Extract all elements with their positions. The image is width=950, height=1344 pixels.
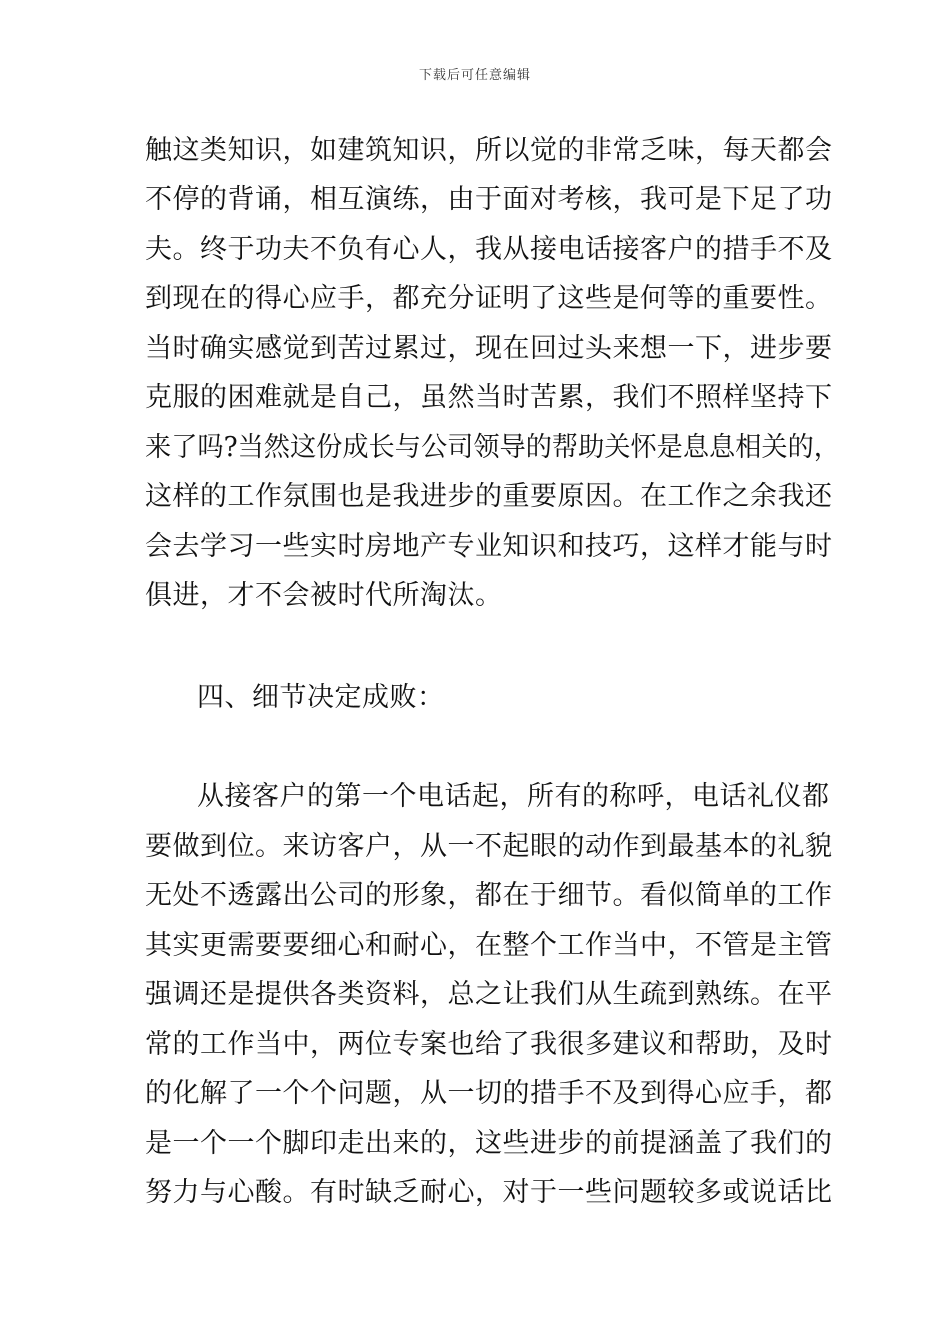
text-line: 来了吗?当然这份成长与公司领导的帮助关怀是息息相关的， <box>145 432 840 463</box>
text-line: 不停的背诵，相互演练，由于面对考核，我可是下足了功 <box>145 184 833 215</box>
text-line: 其实更需要要细心和耐心，在整个工作当中，不管是主管 <box>145 930 833 961</box>
text-line: 夫。终于功夫不负有心人，我从接电话接客户的措手不及 <box>145 234 833 265</box>
text-line: 从接客户的第一个电话起，所有的称呼，电话礼仪都 <box>197 781 830 812</box>
text-line: 无处不透露出公司的形象，都在于细节。看似简单的工作 <box>145 880 833 911</box>
text-line: 要做到位。来访客户，从一不起眼的动作到最基本的礼貌 <box>145 831 833 862</box>
text-line: 克服的困难就是自己，虽然当时苦累，我们不照样坚持下 <box>145 382 833 413</box>
text-line: 触这类知识，如建筑知识，所以觉的非常乏味，每天都会 <box>145 135 833 166</box>
text-line: 到现在的得心应手，都充分证明了这些是何等的重要性。 <box>145 283 833 314</box>
text-line: 俱进，才不会被时代所淘汰。 <box>145 580 503 611</box>
page-header: 下载后可任意编辑 <box>418 68 531 83</box>
text-line: 会去学习一些实时房地产专业知识和技巧，这样才能与时 <box>145 531 833 562</box>
text-line: 强调还是提供各类资料，总之让我们从生疏到熟练。在平 <box>145 979 833 1010</box>
text-line: 当时确实感觉到苦过累过，现在回过头来想一下，进步要 <box>145 333 833 364</box>
section-heading: 四、细节决定成败： <box>197 682 445 713</box>
text-line: 这样的工作氛围也是我进步的重要原因。在工作之余我还 <box>145 481 833 512</box>
text-line: 努力与心酸。有时缺乏耐心，对于一些问题较多或说话比 <box>145 1177 833 1208</box>
text-line: 的化解了一个个问题，从一切的措手不及到得心应手，都 <box>145 1078 833 1109</box>
text-line: 常的工作当中，两位专案也给了我很多建议和帮助，及时 <box>145 1029 833 1060</box>
text-line: 是一个一个脚印走出来的，这些进步的前提涵盖了我们的 <box>145 1128 833 1159</box>
